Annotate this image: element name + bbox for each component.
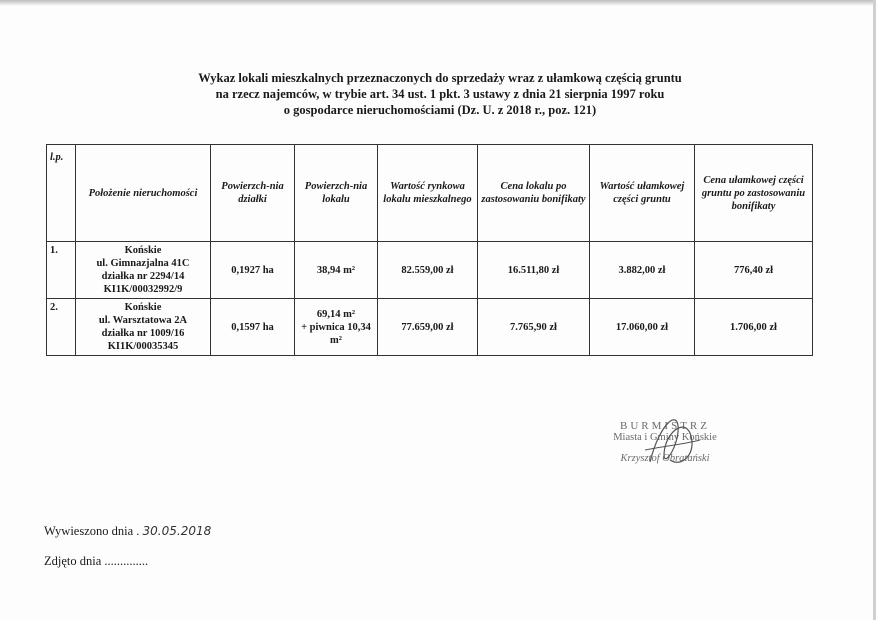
- removed-label: Zdjęto dnia: [44, 554, 102, 568]
- cell-land-price-discount: 1.706,00 zł: [695, 299, 813, 356]
- removed-date-line: [44, 554, 148, 569]
- cell-lp: 2.: [47, 299, 76, 356]
- table-row: [47, 299, 813, 356]
- unit-area-extra: + piwnica 10,34 m²: [301, 321, 371, 346]
- mayor-stamp: [585, 420, 745, 480]
- cell-price-discount: 16.511,80 zł: [478, 242, 590, 299]
- header-land-value: Wartość ułamkowej części gruntu: [590, 145, 695, 242]
- unit-area-main: 69,14 m²: [316, 308, 356, 320]
- table-header-row: [47, 145, 813, 242]
- posted-date: 30.05.2018: [142, 524, 212, 538]
- header-unit-area: Powierzch-nia lokalu: [295, 145, 378, 242]
- header-land-price-discount: Cena ułamkowej części gruntu po zastosowaniu bonifikaty: [695, 145, 813, 242]
- stamp-title: BURMISTRZ: [620, 420, 710, 432]
- cell-unit-area: [295, 242, 378, 299]
- signature-icon: [630, 402, 710, 482]
- location-street: ul. Gimnazjalna 41C: [96, 258, 190, 269]
- cell-lp: 1.: [47, 242, 76, 299]
- title-line-2: na rzecz najemców, w trybie art. 34 ust. 1 pkt. 3 ustawy z dnia 21 sierpnia 1997 roku: [215, 87, 665, 101]
- stamp-name: Krzysztof Obratański: [620, 453, 710, 464]
- removed-dots: ..............: [104, 554, 149, 568]
- posted-label: Wywieszono dnia: [44, 524, 134, 538]
- table-row: [47, 242, 813, 299]
- stamp-office: Miasta i Gminy Końskie: [613, 432, 717, 443]
- header-price-discount: Cena lokalu po zastosowaniu bonifikaty: [478, 145, 590, 242]
- cell-land-value: 3.882,00 zł: [590, 242, 695, 299]
- location-plot: działka nr 2294/14: [101, 271, 185, 282]
- header-location: Położenie nieruchomości: [76, 145, 211, 242]
- location-street: ul. Warsztatowa 2A: [98, 315, 188, 326]
- location-land-register: KI1K/00032992/9: [103, 284, 183, 295]
- cell-market-value: 82.559,00 zł: [378, 242, 478, 299]
- document-title: [120, 70, 760, 118]
- cell-unit-area: [295, 299, 378, 356]
- cell-land-value: 17.060,00 zł: [590, 299, 695, 356]
- posted-date-line: Wywieszono dnia . 30.05.2018: [44, 524, 212, 538]
- location-town: Końskie: [124, 245, 162, 256]
- header-lp: l.p.: [47, 145, 76, 242]
- cell-location: [76, 299, 211, 356]
- title-line-3: o gospodarce nieruchomościami (Dz. U. z 2018 r., poz. 121): [283, 103, 597, 117]
- cell-plot-area: 0,1927 ha: [211, 242, 295, 299]
- location-plot: działka nr 1009/16: [101, 328, 185, 339]
- header-market-value: Wartość rynkowa lokalu mieszkalnego: [378, 145, 478, 242]
- title-line-1: Wykaz lokali mieszkalnych przeznaczonych do sprzedaży wraz z ułamkową częścią gruntu: [198, 71, 682, 85]
- header-plot-area: Powierzch-nia działki: [211, 145, 295, 242]
- cell-market-value: 77.659,00 zł: [378, 299, 478, 356]
- cell-price-discount: 7.765,90 zł: [478, 299, 590, 356]
- cell-plot-area: 0,1597 ha: [211, 299, 295, 356]
- scan-edge: [0, 0, 876, 6]
- location-town: Końskie: [124, 302, 162, 313]
- cell-land-price-discount: 776,40 zł: [695, 242, 813, 299]
- apartments-table: [46, 144, 813, 356]
- location-land-register: KI1K/00035345: [107, 341, 179, 352]
- unit-area-main: 38,94 m²: [316, 264, 356, 276]
- cell-location: [76, 242, 211, 299]
